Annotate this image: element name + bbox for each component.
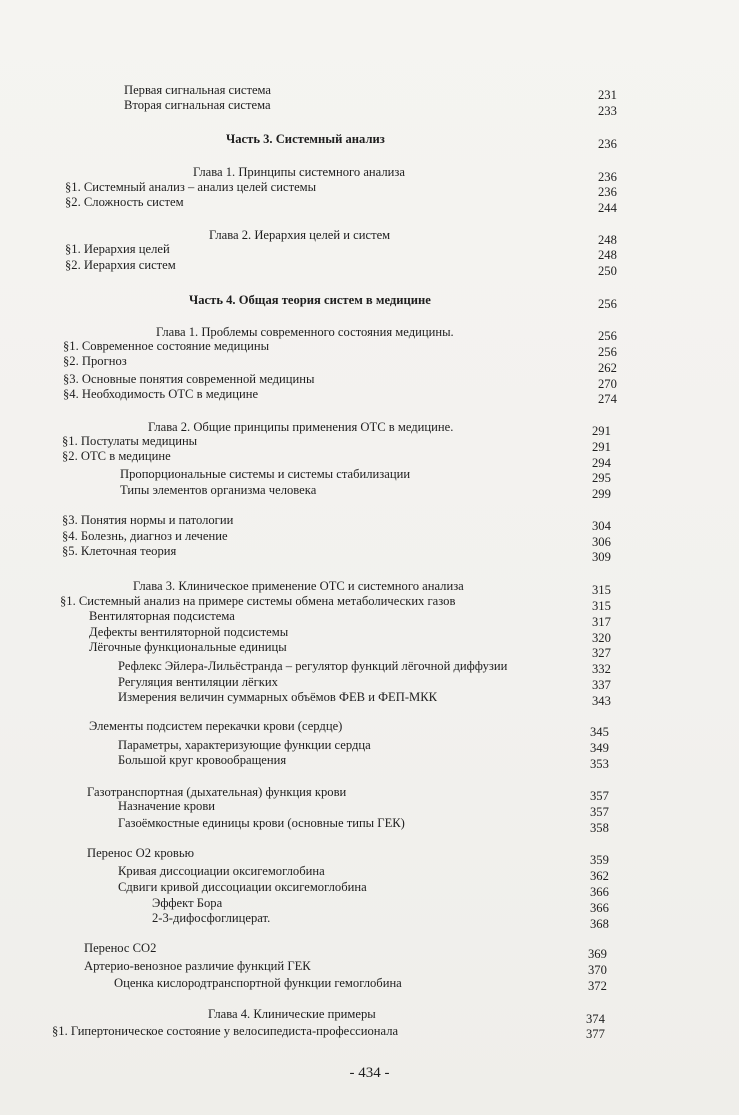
toc-entry-text: §1. Системный анализ – анализ целей системы [65,180,317,194]
toc-entry-page: 291 [592,424,611,438]
page-number: - 434 - [349,1065,390,1081]
toc-entry-text: Вторая сигнальная система [124,98,271,112]
toc-entry-page: 358 [590,821,609,835]
toc-entry-text: §4. Необходимость ОТС в медицине [63,387,259,401]
toc-entry-page: 304 [592,519,611,533]
toc-entry-page: 320 [592,631,611,645]
toc-entry-text: Перенос СО2 [84,941,157,955]
toc-entry-page: 262 [598,361,617,375]
toc-entry-page: 236 [598,185,617,199]
toc-entry-text: Назначение крови [118,799,216,813]
chapter-heading: Глава 3. Клиническое применение ОТС и системного анализа [133,579,464,593]
toc-entry-text: §2. ОТС в медицине [62,449,171,463]
toc-entry-page: 256 [598,297,617,311]
toc-entry-page: 315 [592,599,611,613]
toc-entry-page: 294 [592,456,611,470]
toc-entry-page: 357 [590,789,609,803]
toc-entry-page: 250 [598,264,617,278]
toc-entry-page: 372 [588,979,607,993]
toc-entry-page: 362 [590,869,609,883]
toc-entry-text: §1. Иерархия целей [65,242,170,256]
toc-entry-text: Рефлекс Эйлера-Лильёстранда – регулятор функций лёгочной диффузии [118,659,508,673]
toc-entry-page: 353 [590,757,609,771]
toc-entry-page: 256 [598,345,617,359]
toc-entry-text: Регуляция вентиляции лёгких [118,675,278,689]
toc-entry-text: Оценка кислородтранспортной функции гемоглобина [114,976,402,990]
toc-entry-text: Элементы подсистем перекачки крови (сердце) [89,719,343,733]
toc-entry-page: 270 [598,377,617,391]
chapter-heading: Глава 4. Клинические примеры [208,1007,376,1021]
toc-entry-page: 244 [598,201,617,215]
toc-entry-page: 366 [590,901,609,915]
toc-entry-text: Параметры, характеризующие функции сердца [118,738,371,752]
toc-entry-page: 317 [592,615,611,629]
toc-entry-text: 2-3-дифосфоглицерат. [152,911,271,925]
toc-entry-page: 315 [592,583,611,597]
toc-entry-text: Эффект Бора [152,896,223,910]
toc-entry-page: 306 [592,535,611,549]
toc-entry-text: Типы элементов организма человека [120,483,317,497]
toc-entry-text: §3. Понятия нормы и патологии [62,513,234,527]
toc-entry-page: 349 [590,741,609,755]
toc-entry-text: Артерио-венозное различие функций ГЕК [84,959,311,973]
toc-entry-text: §5. Клеточная теория [62,544,177,558]
part-heading: Часть 3. Системный анализ [226,132,385,146]
toc-entry-page: 368 [590,917,609,931]
toc-entry-page: 345 [590,725,609,739]
toc-entry-page: 256 [598,329,617,343]
toc-entry-page: 274 [598,392,617,406]
toc-entry-page: 295 [592,471,611,485]
toc-entry-text: §1. Системный анализ на примере системы обмена метаболических газов [60,594,456,608]
toc-entry-page: 327 [592,646,611,660]
toc-entry-page: 332 [592,662,611,676]
toc-entry-page: 248 [598,248,617,262]
toc-entry-page: 231 [598,88,617,102]
part-heading: Часть 4. Общая теория систем в медицине [189,293,431,307]
toc-entry-page: 370 [588,963,607,977]
toc-entry-page: 236 [598,170,617,184]
toc-entry-text: §1. Гипертоническое состояние у велосипедиста-профессионала [52,1024,399,1038]
chapter-heading: Глава 1. Принципы системного анализа [193,165,405,179]
toc-entry-text: §4. Болезнь, диагноз и лечение [62,529,228,543]
toc-entry-text: Перенос О2 кровью [87,846,195,860]
toc-entry-text: Сдвиги кривой диссоциации оксигемоглобина [118,880,367,894]
chapter-heading: Глава 2. Общие принципы применения ОТС в медицине. [148,420,454,434]
toc-entry-text: Пропорциональные системы и системы стабилизации [120,467,411,481]
toc-entry-text: §2. Иерархия систем [65,258,176,272]
toc-entry-page: 299 [592,487,611,501]
toc-entry-text: Первая сигнальная система [124,83,272,97]
toc-entry-page: 366 [590,885,609,899]
toc-entry-page: 369 [588,947,607,961]
toc-entry-text: Дефекты вентиляторной подсистемы [89,625,289,639]
toc-entry-page: 337 [592,678,611,692]
toc-entry-page: 374 [586,1012,605,1026]
toc-entry-text: Большой круг кровообращения [118,753,287,767]
toc-entry-text: Кривая диссоциации оксигемоглобина [118,864,325,878]
toc-entry-page: 248 [598,233,617,247]
toc-entry-page: 236 [598,137,617,151]
toc-entry-text: Лёгочные функциональные единицы [89,640,287,654]
toc-entry-text: §3. Основные понятия современной медицины [63,372,315,386]
toc-entry-page: 377 [586,1027,605,1041]
toc-entry-page: 291 [592,440,611,454]
toc-entry-page: 233 [598,104,617,118]
toc-entry-page: 359 [590,853,609,867]
toc-entry-page: 309 [592,550,611,564]
toc-entry-text: §2. Прогноз [63,354,127,368]
toc-entry-page: 343 [592,694,611,708]
toc-entry-text: §1. Современное состояние медицины [63,339,270,353]
toc-entry-text: Газотранспортная (дыхательная) функция крови [87,785,347,799]
toc-entry-text: §1. Постулаты медицины [62,434,198,448]
toc-entry-text: §2. Сложность систем [65,195,184,209]
chapter-heading: Глава 2. Иерархия целей и систем [209,228,391,242]
toc-entry-text: Измерения величин суммарных объёмов ФЕВ и ФЕП-МКК [118,690,438,704]
toc-entry-text: Газоёмкостные единицы крови (основные типы ГЕК) [118,816,405,830]
toc-entry-page: 357 [590,805,609,819]
toc-entry-text: Вентиляторная подсистема [89,609,235,623]
chapter-heading: Глава 1. Проблемы современного состояния медицины. [156,325,454,339]
